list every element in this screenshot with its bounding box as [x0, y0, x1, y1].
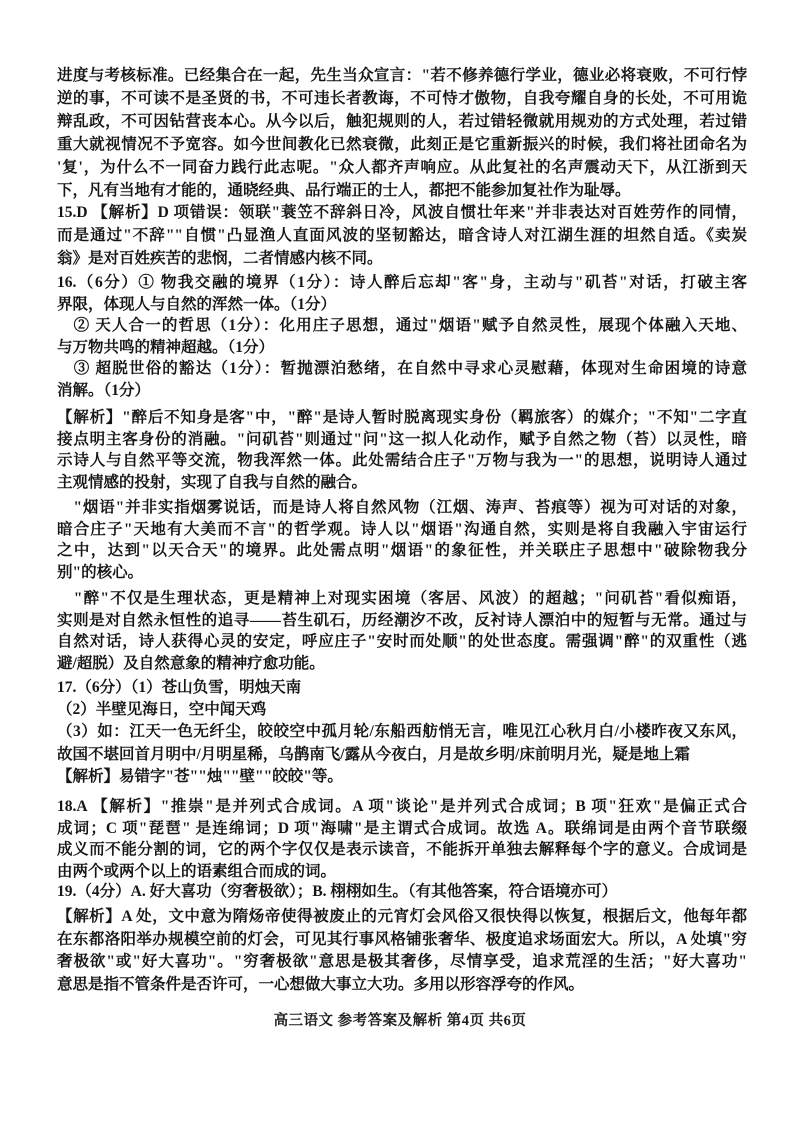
text-line: 辩乱政，不可因钻营丧本心。从今以后，触犯规则的人，若过错轻微就用规劝的方式处理，若过错 — [57, 113, 747, 130]
text-line: 由两个或两个以上的语素组合而成的词。 — [57, 863, 337, 881]
text-line: 【解析】易错字"苍""烛""壁""皎皎"等。 — [57, 767, 343, 785]
text-line: 17.（6分）（1）苍山负雪，明烛天南 — [57, 679, 302, 696]
question-16-analysis-2 — [57, 497, 747, 584]
text-line: 16.（6分）① 物我交融的境界（1分）：诗人醉后忘却"客"身，主动与"矶苔"对话，打破主客 — [57, 274, 747, 291]
question-18-answer — [57, 796, 747, 883]
text-line: 【解析】"醉后不知身是客"中，"醉"是诗人暂时脱离现实身份（羁旅客）的媒介；"不知"二字直 — [57, 409, 747, 426]
text-line: 主观情感的投射，实现了自我与自然的融合。 — [57, 474, 368, 492]
question-19-answer — [57, 881, 747, 903]
text-line: 接点明主客身份的消融。"问矶苔"则通过"问"这一拟人化动作，赋予自然之物（苔）以灵性，暗 — [57, 430, 747, 448]
text-line: 实则是对自然永恒性的追寻——苔生矶石，历经潮汐不改，反衬诗人漂泊中的短暂与无常。通过与 — [57, 611, 747, 629]
question-16-analysis-1 — [57, 407, 747, 494]
text-line: ③ 超脱世俗的豁达（1分）：暂抛漂泊愁绪，在自然中寻求心灵慰藉，体现对生命困境的诗意 — [57, 360, 747, 377]
text-line: 别"的核心。 — [57, 564, 144, 582]
text-line: 在东都洛阳举办规模空前的灯会，可见其行事风格铺张奢华、极度追求场面宏大。所以，A 处填"穷 — [57, 930, 747, 948]
text-line: "烟语"并非实指烟雾说话，而是诗人将自然风物（江烟、涛声、苔痕等）视为可对话的对象， — [57, 499, 747, 516]
text-line: 逆的事，不可读不是圣贤的书，不可违长者教诲，不可恃才傲物，自我夸耀自身的长处，不可用诡 — [57, 90, 747, 107]
translation-paragraph — [57, 64, 747, 202]
text-line: 暗合庄子"天地有大美而不言"的哲学观。诗人以"烟语"沟通自然，实则是将自我融入宇宙运行 — [57, 520, 747, 538]
text-line: 重大就视情况不予宽容。如今世间教化已然衰微，此刻正是它重新振兴的时候，我们将社团命名为 — [57, 136, 747, 153]
text-line: 【解析】A 处，文中意为隋炀帝使得被废止的元宵灯会风俗又很快得以恢复，根据后文，他每年都 — [57, 908, 747, 925]
text-line: 进度与考核标准。已经集合在一起，先生当众宣言："若不修养德行学业，德业必将衰败，不可行悖 — [57, 67, 747, 84]
text-line: 成词；C 项"琵琶" 是连绵词；D 项"海啸"是主谓式合成词。故选 A。联绵词是由两个音节联缀 — [57, 819, 747, 837]
text-line: 18.A 【解析】"推崇"是并列式合成词。A 项"谈论"是并列式合成词；B 项"狂欢"是偏正式合 — [57, 798, 747, 815]
text-line: 奢极欲"或"好大喜功"。"穷奢极欲"意思是极其奢侈，尽情享受，追求荒淫的生活；"好大喜功" — [57, 953, 747, 971]
question-15-answer — [57, 201, 747, 270]
text-line: 之中，达到"以天合天"的境界。此处需点明"烟语"的象征性，并关联庄子思想中"破除物我分 — [57, 542, 747, 560]
text-line: 下，凡有当地有才能的，通晓经典、品行端正的士人，都把不能参加复社作为耻辱。 — [57, 182, 631, 199]
text-line: ② 天人合一的哲思（1分）：化用庄子思想，通过"烟语"赋予自然灵性，展现个体融入天地、 — [57, 317, 747, 334]
text-line: 15.D 【解析】D 项错误：领联"蓑笠不辞斜日冷，风波自惯壮年来"并非表达对百姓劳作的同情， — [57, 204, 747, 221]
text-line: 翁》是对百姓疾苦的悲悯，二者情感内核不同。 — [57, 250, 383, 267]
text-line: 自然对话，诗人获得心灵的安定，呼应庄子"安时而处顺"的处世态度。需强调"醉"的双重性（逃 — [57, 633, 747, 651]
text-line: 与万物共鸣的精神超越。（1分） — [57, 338, 275, 356]
page-footer: 高三语文 参考答案及解析 第4页 共6页 — [273, 1013, 527, 1029]
text-line: 消解。（1分） — [57, 381, 151, 399]
text-line: 19.（4分）A. 好大喜功（穷奢极欲）；B. 栩栩如生。（有其他答案，符合语境亦可） — [57, 883, 618, 900]
question-16-analysis-3 — [57, 588, 747, 675]
question-16-answers — [57, 272, 747, 401]
question-17-answers — [57, 677, 747, 788]
text-line: 而是通过"不辞""自惯"凸显渔人直面风波的坚韧豁达，暗含诗人对江湖生涯的坦然自适。《卖炭 — [57, 227, 747, 244]
text-line: 界限，体现人与自然的浑然一体。（1分） — [57, 295, 337, 313]
text-line: '复'，为什么不一同奋力践行此志呢。"众人都齐声响应。从此复社的名声震动天下，从江浙到天 — [57, 159, 747, 176]
text-line: 故国不堪回首月明中/月明星稀，乌鹊南飞/露从今夜白，月是故乡明/床前明月光，疑是地上霜 — [57, 745, 690, 763]
question-19-analysis — [57, 906, 747, 996]
text-line: 避/超脱）及自然意象的精神疗愈功能。 — [57, 655, 325, 673]
text-line: 示诗人与自然平等交流，物我浑然一体。此处需结合庄子"万物与我为一"的思想，说明诗人通过 — [57, 452, 747, 470]
text-line: （3）如：江天一色无纤尘，皎皎空中孤月轮/东船西舫悄无言，唯见江心秋月白/小楼昨夜又东风， — [57, 723, 747, 741]
text-line: 成义而不能分割的词，它的两个字仅仅是表示读音，不能拆开单独去解释每个字的意义。合成词是 — [57, 841, 747, 859]
text-line: （2）半壁见海日，空中闻天鸡 — [57, 701, 267, 719]
text-line: 意思是指不管条件是否许可，一心想做大事立大功。多用以形容浮夸的作风。 — [57, 975, 585, 993]
text-line: "醉"不仅是生理状态，更是精神上对现实困境（客居、风波）的超越；"问矶苔"看似痴语， — [57, 590, 747, 607]
